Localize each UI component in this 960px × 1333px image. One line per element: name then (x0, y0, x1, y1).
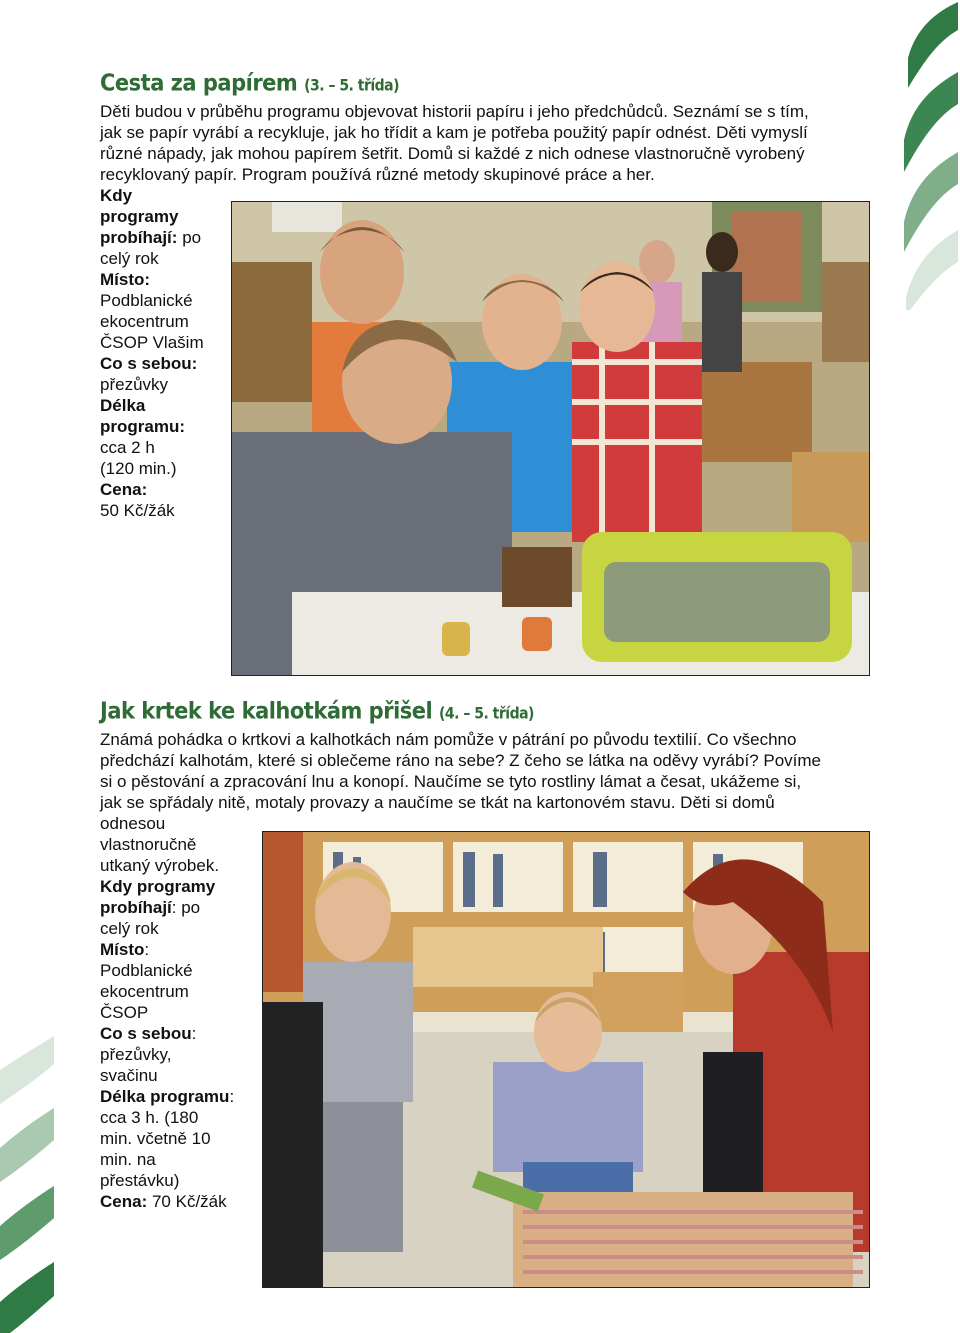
length-value: cca 2 h (100, 438, 155, 457)
description-continued: odnesou (100, 814, 166, 833)
decorative-leaves-top-right (896, 0, 960, 310)
section2-grade: (4. – 5. třída) (439, 704, 534, 723)
place-value: ČSOP Vlašim (100, 333, 204, 352)
section1-title-text: Cesta za papírem (100, 69, 298, 96)
when-value: : po (171, 898, 201, 917)
bring-value: svačinu (100, 1066, 158, 1085)
description-continued: utkaný výrobek. (100, 856, 220, 875)
price-value: 50 Kč/žák (100, 501, 175, 520)
description-continued: vlastnoručně (100, 835, 197, 854)
when-label: Kdy programy (100, 877, 216, 896)
price-label: Cena: (100, 480, 148, 499)
photo-weaving (262, 831, 870, 1288)
length-value: min. včetně 10 (100, 1129, 211, 1148)
length-label: Délka (100, 396, 146, 415)
when-value: celý rok (100, 919, 159, 938)
decorative-leaves-bottom-left (0, 1030, 60, 1333)
bring-colon: : (191, 1024, 197, 1043)
section1-title (100, 69, 399, 96)
place-value: Podblanické (100, 291, 193, 310)
when-label: programy (100, 207, 179, 226)
length-colon: : (229, 1087, 235, 1106)
section2-line: si o pěstování a zpracování lnu a konopí. Naučíme se tyto rostliny lámat a česat, ukážeme si, (100, 772, 802, 791)
place-value: ekocentrum (100, 312, 189, 331)
bring-label: Co s sebou: (100, 354, 198, 373)
section1-line: recyklovaný papír. Program používá různé metody skupinové práce a her. (100, 165, 655, 184)
when-label: probíhají (100, 898, 172, 917)
bring-value: přezůvky (100, 375, 169, 394)
bring-label: Co s sebou (100, 1024, 192, 1043)
section2-title (100, 697, 534, 724)
length-value: min. na (100, 1150, 156, 1169)
when-value: po (182, 228, 202, 247)
place-label: Místo: (100, 270, 151, 289)
length-value: cca 3 h. (180 (100, 1108, 199, 1127)
section1-line: různé nápady, jak mohou papírem šetřit. Domů si každé z nich odnese vlastnoručně vyrobený (100, 144, 805, 163)
bring-value: přezůvky, (100, 1045, 172, 1064)
when-value: celý rok (100, 249, 159, 268)
section1-info (100, 185, 204, 521)
length-value: přestávku) (100, 1171, 180, 1190)
place-value: Podblanické (100, 961, 193, 980)
when-label: probíhají: (100, 228, 178, 247)
section2-line: předchází kalhotám, které si oblečeme ráno na sebe? Z čeho se látka na oděvy vyrábí? Povíme (100, 751, 822, 770)
place-value: ekocentrum (100, 982, 189, 1001)
section1-line: jak se papír vyrábí a recykluje, jak ho třídit a kam je potřeba použitý papír odnést. Děti vymyslí (100, 123, 808, 142)
price-label: Cena: (100, 1192, 148, 1211)
section2-line: jak se spřádaly nitě, motaly provazy a naučíme se tkát na kartonovém stavu. Děti si domů (100, 793, 775, 812)
photo-paper-making (231, 201, 870, 676)
price-value: 70 Kč/žák (151, 1192, 227, 1211)
section2-line: Známá pohádka o krtkovi a kalhotkách nám pomůže v pátrání po původu textilií. Co všechno (100, 730, 797, 749)
section2-description (100, 729, 890, 813)
section1-grade: (3. – 5. třída) (304, 76, 400, 95)
length-value: (120 min.) (100, 459, 177, 478)
section2-info (100, 813, 234, 1212)
place-colon: : (144, 940, 150, 959)
section1-line: Děti budou v průběhu programu objevovat historii papíru i jeho předchůdců. Seznámí se s tím, (100, 102, 809, 121)
length-label: Délka programu (100, 1087, 230, 1106)
length-label: programu: (100, 417, 185, 436)
section1-description (100, 101, 890, 185)
when-label: Kdy (100, 186, 133, 205)
section2-title-text: Jak krtek ke kalhotkám přišel (100, 697, 433, 724)
place-label: Místo (100, 940, 145, 959)
place-value: ČSOP (100, 1003, 149, 1022)
